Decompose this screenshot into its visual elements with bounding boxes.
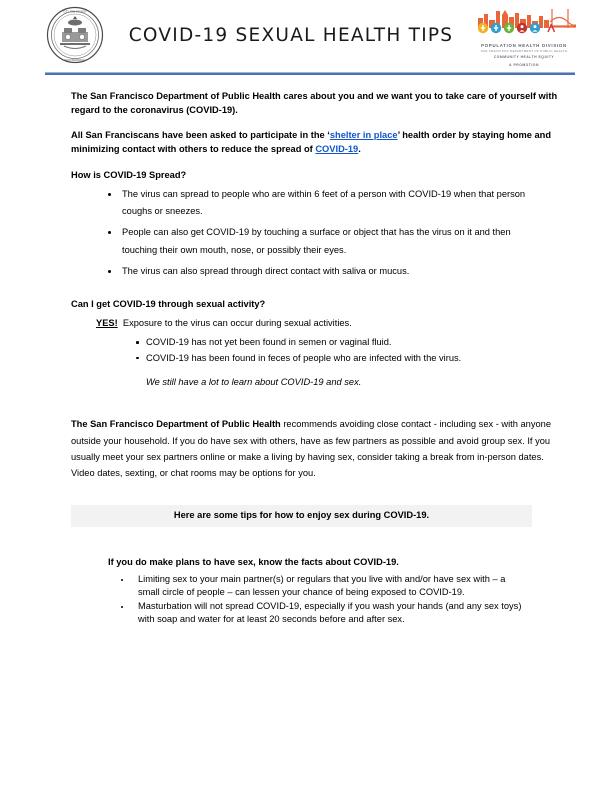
list-item: The virus can also spread through direct contact with saliva or mucus. xyxy=(108,263,544,281)
list-item: Limiting sex to your main partner(s) or regulars that you live with and/or have sex with – a small circle of people – can lessen your chance of being exposed to COVID-19. xyxy=(120,573,528,600)
intro-p2-part3: . xyxy=(358,144,361,155)
recommendation-text: recommends avoiding close contact - including sex - with anyone outside your household. If you do have sex with others, have as few partners as possible and avoid group sex. If you usually meet your sex partners online or make a living by having sex, consider taking a break from in-person dates. Video dates, sexting, or chat rooms may be options for you. xyxy=(71,419,552,478)
heading-sexual-activity: Can I get COVID-19 through sexual activity? xyxy=(71,298,266,309)
logo-line-promotion: & PROMOTION xyxy=(509,62,539,67)
page-title: COVID-19 SEXUAL HEALTH TIPS xyxy=(128,24,454,46)
document-header xyxy=(0,0,616,70)
shelter-in-place-link[interactable]: shelter in place xyxy=(329,130,398,141)
intro-paragraph-2 xyxy=(71,128,558,156)
svg-text:SAN FRANCISCO: SAN FRANCISCO xyxy=(64,59,86,62)
logo-line-department: SAN FRANCISCO DEPARTMENT OF PUBLIC HEALTH xyxy=(480,49,568,54)
heading-know-the-facts: If you do make plans to have sex, know the facts about COVID-19. xyxy=(108,556,399,567)
recommendation-paragraph xyxy=(71,416,558,481)
title-container xyxy=(104,25,472,46)
population-health-division-logo-icon xyxy=(472,2,576,67)
intro-p2-part1: All San Franciscans have been asked to participate in the ‘ xyxy=(71,130,330,141)
list-item: COVID-19 has been found in feces of people who are infected with the virus. xyxy=(136,351,558,367)
answer-emphasis: YES! xyxy=(96,317,118,328)
list-item: People can also get COVID-19 by touching a surface or object that has the virus on it and then touching their own mouth, nose, or possibly their eyes. xyxy=(108,224,544,260)
sexual-activity-bullet-list xyxy=(96,335,558,366)
sexual-activity-answer-block xyxy=(71,315,558,390)
tips-banner-text: Here are some tips for how to enjoy sex during COVID-19. xyxy=(173,510,430,521)
tips-banner xyxy=(71,505,532,527)
list-item: COVID-19 has not yet been found in semen or vaginal fluid. xyxy=(136,335,558,351)
learn-more-note: We still have a lot to learn about COVID-19 and sex. xyxy=(146,377,362,388)
answer-text: Exposure to the virus can occur during sexual activities. xyxy=(122,317,352,328)
facts-bullet-list xyxy=(71,573,558,627)
answer-line xyxy=(96,315,558,331)
spread-bullet-list xyxy=(71,186,558,281)
covid-19-link[interactable]: COVID-19 xyxy=(315,144,359,155)
heading-how-is-covid-spread: How is COVID-19 Spread? xyxy=(71,169,187,180)
intro-paragraph-1: The San Francisco Department of Public Health cares about you and we want you to take care of yourself with regard to the coronavirus (COVID-19). xyxy=(71,91,558,116)
recommendation-lead: The San Francisco Department of Public Health xyxy=(71,419,281,430)
list-item: Masturbation will not spread COVID-19, especially if you wash your hands (and any sex toys) with soap and water for at least 20 seconds before and after sex. xyxy=(120,600,528,627)
intro-p2-part2: ’ health order by staying home and minimizing contact with others to reduce the spread of xyxy=(71,130,551,155)
svg-text:CITY AND COUNTY: CITY AND COUNTY xyxy=(63,10,87,14)
logo-line-equity: COMMUNITY HEALTH EQUITY xyxy=(493,55,555,60)
logo-line-division: POPULATION HEALTH DIVISION xyxy=(481,43,567,49)
sf-city-county-seal-icon xyxy=(46,6,104,64)
document-body xyxy=(0,75,616,627)
list-item: The virus can spread to people who are within 6 feet of a person with COVID-19 when that person coughs or sneezes. xyxy=(108,186,544,222)
